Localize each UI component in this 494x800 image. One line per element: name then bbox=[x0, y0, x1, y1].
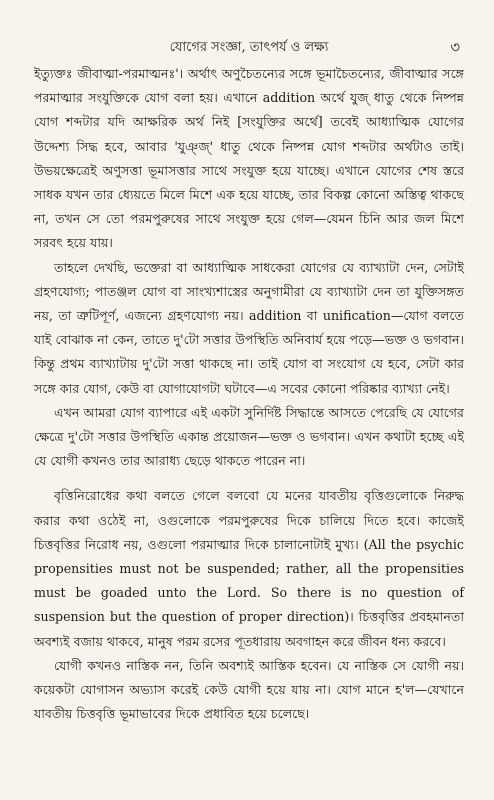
paragraph-3: এখন আমরা যোগ ব্যাপারে এই একটা সুনির্দিষ্ট সিদ্ধান্তে আসতে পেরেছি যে যোগের ক্ষেত্রে দু'টো সত্তার উপস্থিতি একান্ত প্রয়োজন—ভক্ত ও ভগবান। এখন কথাটা হচ্ছে এই যে যোগী কখনও তার আরাধ্য ছেড়ে থাকতে পারেন না। bbox=[34, 404, 464, 469]
body-text bbox=[34, 62, 464, 726]
paragraph-5: যোগী কখনও নাস্তিক নন, তিনি অবশ্যই আস্তিক হবেন। যে নাস্তিক সে যোগী নয়। কয়েকটা যোগাসন অভ্যাস করেই কেউ যোগী হয়ে যায় না। যোগ মানে হ'ল—যেখানে যাবতীয় চিত্তবৃত্তি ভূমাভাবের দিকে প্রধাবিত হয়ে চলেছে। bbox=[34, 657, 464, 722]
paragraph-2: তাহলে দেখছি, ভক্তেরা বা আধ্যাত্মিক সাধকেরা যোগের যে ব্যাখ্যাটা দেন, সেটাই গ্রহণযোগ্য; পাতঞ্জল যোগ বা সাংখ্যশাস্ত্রের অনুগামীরা যে ব্যাখ্যাটা দেন তা যুক্তিসঙ্গত নয়, তা ত্রুটিপূর্ণ, এজন্যে গ্রহণযোগ্য নয়। addition বা unification—যোগ বলতে যাই বোঝাক না কেন, তাতে দু'টো সত্তার উপস্থিতি অনিবার্য হয়ে পড়ে—ভক্ত ও ভগবান। কিন্তু প্রথম ব্যাখ্যাটায় দু'টো সত্তা থাকছে না। তাই যোগ বা সংযোগ যে হবে, সেটা কার সঙ্গে কার যোগ, কেউ বা যোগাযোগটা ঘটাবে—এ সবের কোনো পরিষ্কার ব্যাখ্যা নেই। bbox=[34, 259, 464, 396]
paragraph-4: বৃত্তিনিরোধের কথা বলতে গেলে বলবো যে মনের যাবতীয় বৃত্তিগুলোকে নিরুদ্ধ করার কথা ওঠেই না, ওগুলোকে পরমপুরুষের দিকে চালিয়ে দিতে হবে। কাজেই চিত্তবৃত্তির নিরোধ নয়, ওগুলো পরমাত্মার দিকে চালানোটাই মুখ্য। (All the psychic propensities must not be suspended; rather, all the propensities must be goaded unto the Lord. So there is no question of suspension but the question of proper direction)। চিত্তবৃত্তির প্রবহমানতা অবশ্যই বজায় থাকবে, মানুষ পরম রসের পূতধারায় অবগাহন করে জীবন ধন্য করবে। bbox=[34, 488, 464, 649]
page-number: ৩ bbox=[450, 38, 460, 56]
page-header bbox=[34, 0, 464, 62]
running-head: যোগের সংজ্ঞা, তাৎপর্য ও লক্ষ্য bbox=[169, 40, 329, 55]
paragraph-1: ইত্যুক্তঃ জীবাত্মা-পরমাত্মনঃ'। অর্থাৎ অণুচৈতন্যের সঙ্গে ভূমাচৈতন্যের, জীবাত্মার সঙ্গে পরমাত্মার সংযুক্তিকে যোগ বলা হয়। এখানে addition অর্থে যুজ্ ধাতু থেকে নিষ্পন্ন যোগ শব্দটার যদি আক্ষরিক অর্থ নিই [সংযুক্তির অর্থে] তবেই আধ্যাত্মিক যোগের উদ্দেশ্য সিদ্ধ হবে, আবার 'যুঞ্জ্' ধাতু থেকে নিষ্পন্ন যোগ শব্দটার অর্থটাও তাই। উভয়ক্ষেত্রেই অণুসত্তা ভূমাসত্তার সাথে সংযুক্ত হয়ে যাচ্ছে। এখানে যোগের শেষ স্তরে সাধক যখন তার ধ্যেয়তে মিলে মিশে এক হয়ে যাচ্ছে, তার বিকল্প কোনো অস্তিত্ব থাকছে না, তখন সে তো পরমপুরুষের সাথে সংযুক্ত হয়ে গেল—যেমন চিনি আর জল মিশে সরবৎ হয়ে যায়। bbox=[34, 66, 464, 251]
